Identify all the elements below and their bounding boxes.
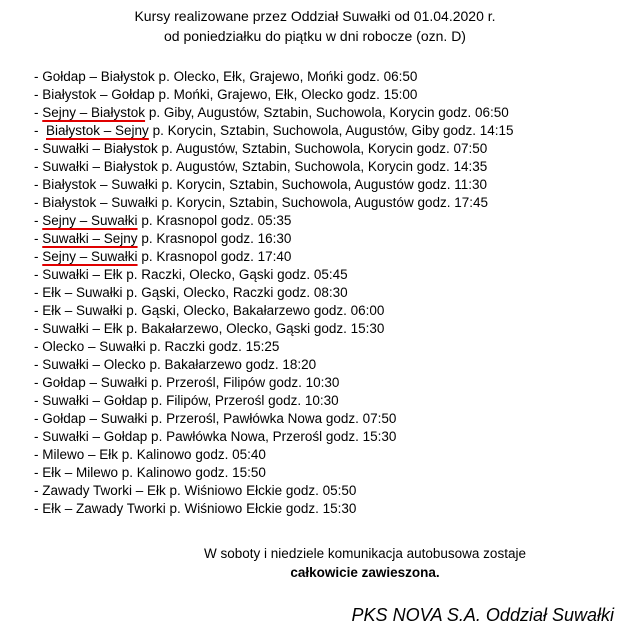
route-item: [34, 284, 614, 302]
weekend-notice: [0, 544, 630, 582]
route-bullet: -: [34, 159, 43, 174]
route-item: [34, 446, 614, 464]
route-highlight: Sejny – Suwałki: [42, 249, 138, 264]
route-bullet: -: [34, 357, 43, 372]
route-details: Suwałki – Ełk p. Raczki, Olecko, Gąski godz. 05:45: [42, 267, 348, 282]
route-details: Zawady Tworki – Ełk p. Wiśniowo Ełckie godz. 05:50: [42, 483, 357, 498]
route-details: Suwałki – Białystok p. Augustów, Sztabin, Suchowola, Korycin godz. 07:50: [42, 141, 488, 156]
route-details: Białystok – Suwałki p. Korycin, Sztabin, Suchowola, Augustów godz. 17:45: [42, 195, 489, 210]
route-details: Gołdap – Suwałki p. Przerośl, Pawłówka Nowa godz. 07:50: [42, 411, 397, 426]
route-bullet: -: [34, 429, 43, 444]
route-bullet: -: [34, 393, 43, 408]
route-bullet: -: [34, 303, 43, 318]
route-bullet: -: [34, 321, 43, 336]
route-bullet: -: [34, 285, 43, 300]
route-details: p. Krasnopol godz. 16:30: [137, 231, 292, 246]
route-details: Suwałki – Olecko p. Bakałarzewo godz. 18:20: [42, 357, 317, 372]
route-item: [34, 320, 614, 338]
route-bullet: -: [34, 375, 43, 390]
route-list: [34, 68, 614, 518]
route-bullet: -: [34, 501, 43, 516]
route-item: [34, 410, 614, 428]
route-details: Białystok – Suwałki p. Korycin, Sztabin, Suchowola, Augustów godz. 11:30: [42, 177, 487, 192]
route-bullet: -: [34, 213, 43, 228]
route-details: Suwałki – Gołdap p. Pawłówka Nowa, Przerośl godz. 15:30: [42, 429, 397, 444]
route-item: [34, 86, 614, 104]
route-item: [34, 500, 614, 518]
route-details: p. Giby, Augustów, Sztabin, Suchowola, Korycin godz. 06:50: [145, 105, 509, 120]
route-details: Suwałki – Białystok p. Augustów, Sztabin, Suchowola, Korycin godz. 14:35: [42, 159, 488, 174]
route-highlight: Białystok – Sejny: [46, 123, 149, 138]
route-details: Suwałki – Gołdap p. Filipów, Przerośl godz. 10:30: [42, 393, 339, 408]
route-item: [34, 266, 614, 284]
route-item: [34, 482, 614, 500]
route-item: [34, 248, 614, 266]
route-highlight: Sejny – Białystok: [42, 105, 146, 120]
route-bullet: -: [34, 105, 43, 120]
route-bullet: -: [34, 177, 43, 192]
route-details: p. Korycin, Sztabin, Suchowola, Augustów, Giby godz. 14:15: [148, 123, 514, 138]
route-bullet: -: [34, 141, 43, 156]
route-item: [34, 158, 614, 176]
route-bullet: -: [34, 195, 43, 210]
route-bullet: -: [34, 483, 43, 498]
route-bullet: -: [34, 123, 46, 138]
route-bullet: -: [34, 267, 43, 282]
route-item: [34, 302, 614, 320]
route-item: [34, 230, 614, 248]
route-item: [34, 68, 614, 86]
route-item: [34, 428, 614, 446]
route-item: [34, 104, 614, 122]
document-header: [0, 6, 630, 46]
route-item: [34, 212, 614, 230]
route-details: Ełk – Milewo p. Kalinowo godz. 15:50: [42, 465, 266, 480]
route-details: Gołdap – Białystok p. Olecko, Ełk, Grajewo, Mońki godz. 06:50: [42, 69, 418, 84]
route-highlight: Sejny – Suwałki: [42, 213, 138, 228]
route-details: p. Krasnopol godz. 17:40: [137, 249, 292, 264]
route-details: Ełk – Suwałki p. Gąski, Olecko, Raczki godz. 08:30: [42, 285, 348, 300]
route-item: [34, 122, 614, 140]
route-details: Ełk – Zawady Tworki p. Wiśniowo Ełckie godz. 15:30: [42, 501, 357, 516]
route-details: Gołdap – Suwałki p. Przerośl, Filipów godz. 10:30: [42, 375, 340, 390]
notice-line: W soboty i niedziele komunikacja autobusowa zostaje: [204, 546, 526, 561]
route-bullet: -: [34, 231, 43, 246]
notice-emphasis: całkowicie zawieszona.: [290, 565, 440, 580]
route-details: Milewo – Ełk p. Kalinowo godz. 05:40: [42, 447, 266, 462]
route-bullet: -: [34, 249, 43, 264]
route-item: [34, 374, 614, 392]
route-details: Suwałki – Ełk p. Bakałarzewo, Olecko, Gąski godz. 15:30: [42, 321, 385, 336]
route-details: Białystok – Gołdap p. Mońki, Grajewo, Ełk, Olecko godz. 15:00: [42, 87, 418, 102]
route-item: [34, 194, 614, 212]
company-signature: PKS NOVA S.A. Oddział Suwałki: [351, 605, 614, 625]
route-details: Ełk – Suwałki p. Gąski, Olecko, Bakałarzewo godz. 06:00: [42, 303, 385, 318]
route-bullet: -: [34, 69, 43, 84]
header-title-line: Kursy realizowane przez Oddział Suwałki od 01.04.2020 r.: [134, 8, 496, 24]
header-subtitle-line: od poniedziałku do piątku w dni robocze (ozn. D): [164, 28, 466, 44]
route-bullet: -: [34, 447, 43, 462]
route-details: p. Krasnopol godz. 05:35: [137, 213, 292, 228]
route-bullet: -: [34, 339, 43, 354]
route-item: [34, 338, 614, 356]
route-bullet: -: [34, 87, 43, 102]
route-item: [34, 464, 614, 482]
route-details: Olecko – Suwałki p. Raczki godz. 15:25: [42, 339, 280, 354]
route-bullet: -: [34, 465, 43, 480]
route-item: [34, 392, 614, 410]
route-bullet: -: [34, 411, 43, 426]
route-highlight: Suwałki – Sejny: [42, 231, 138, 246]
route-item: [34, 140, 614, 158]
route-item: [34, 356, 614, 374]
route-item: [34, 176, 614, 194]
